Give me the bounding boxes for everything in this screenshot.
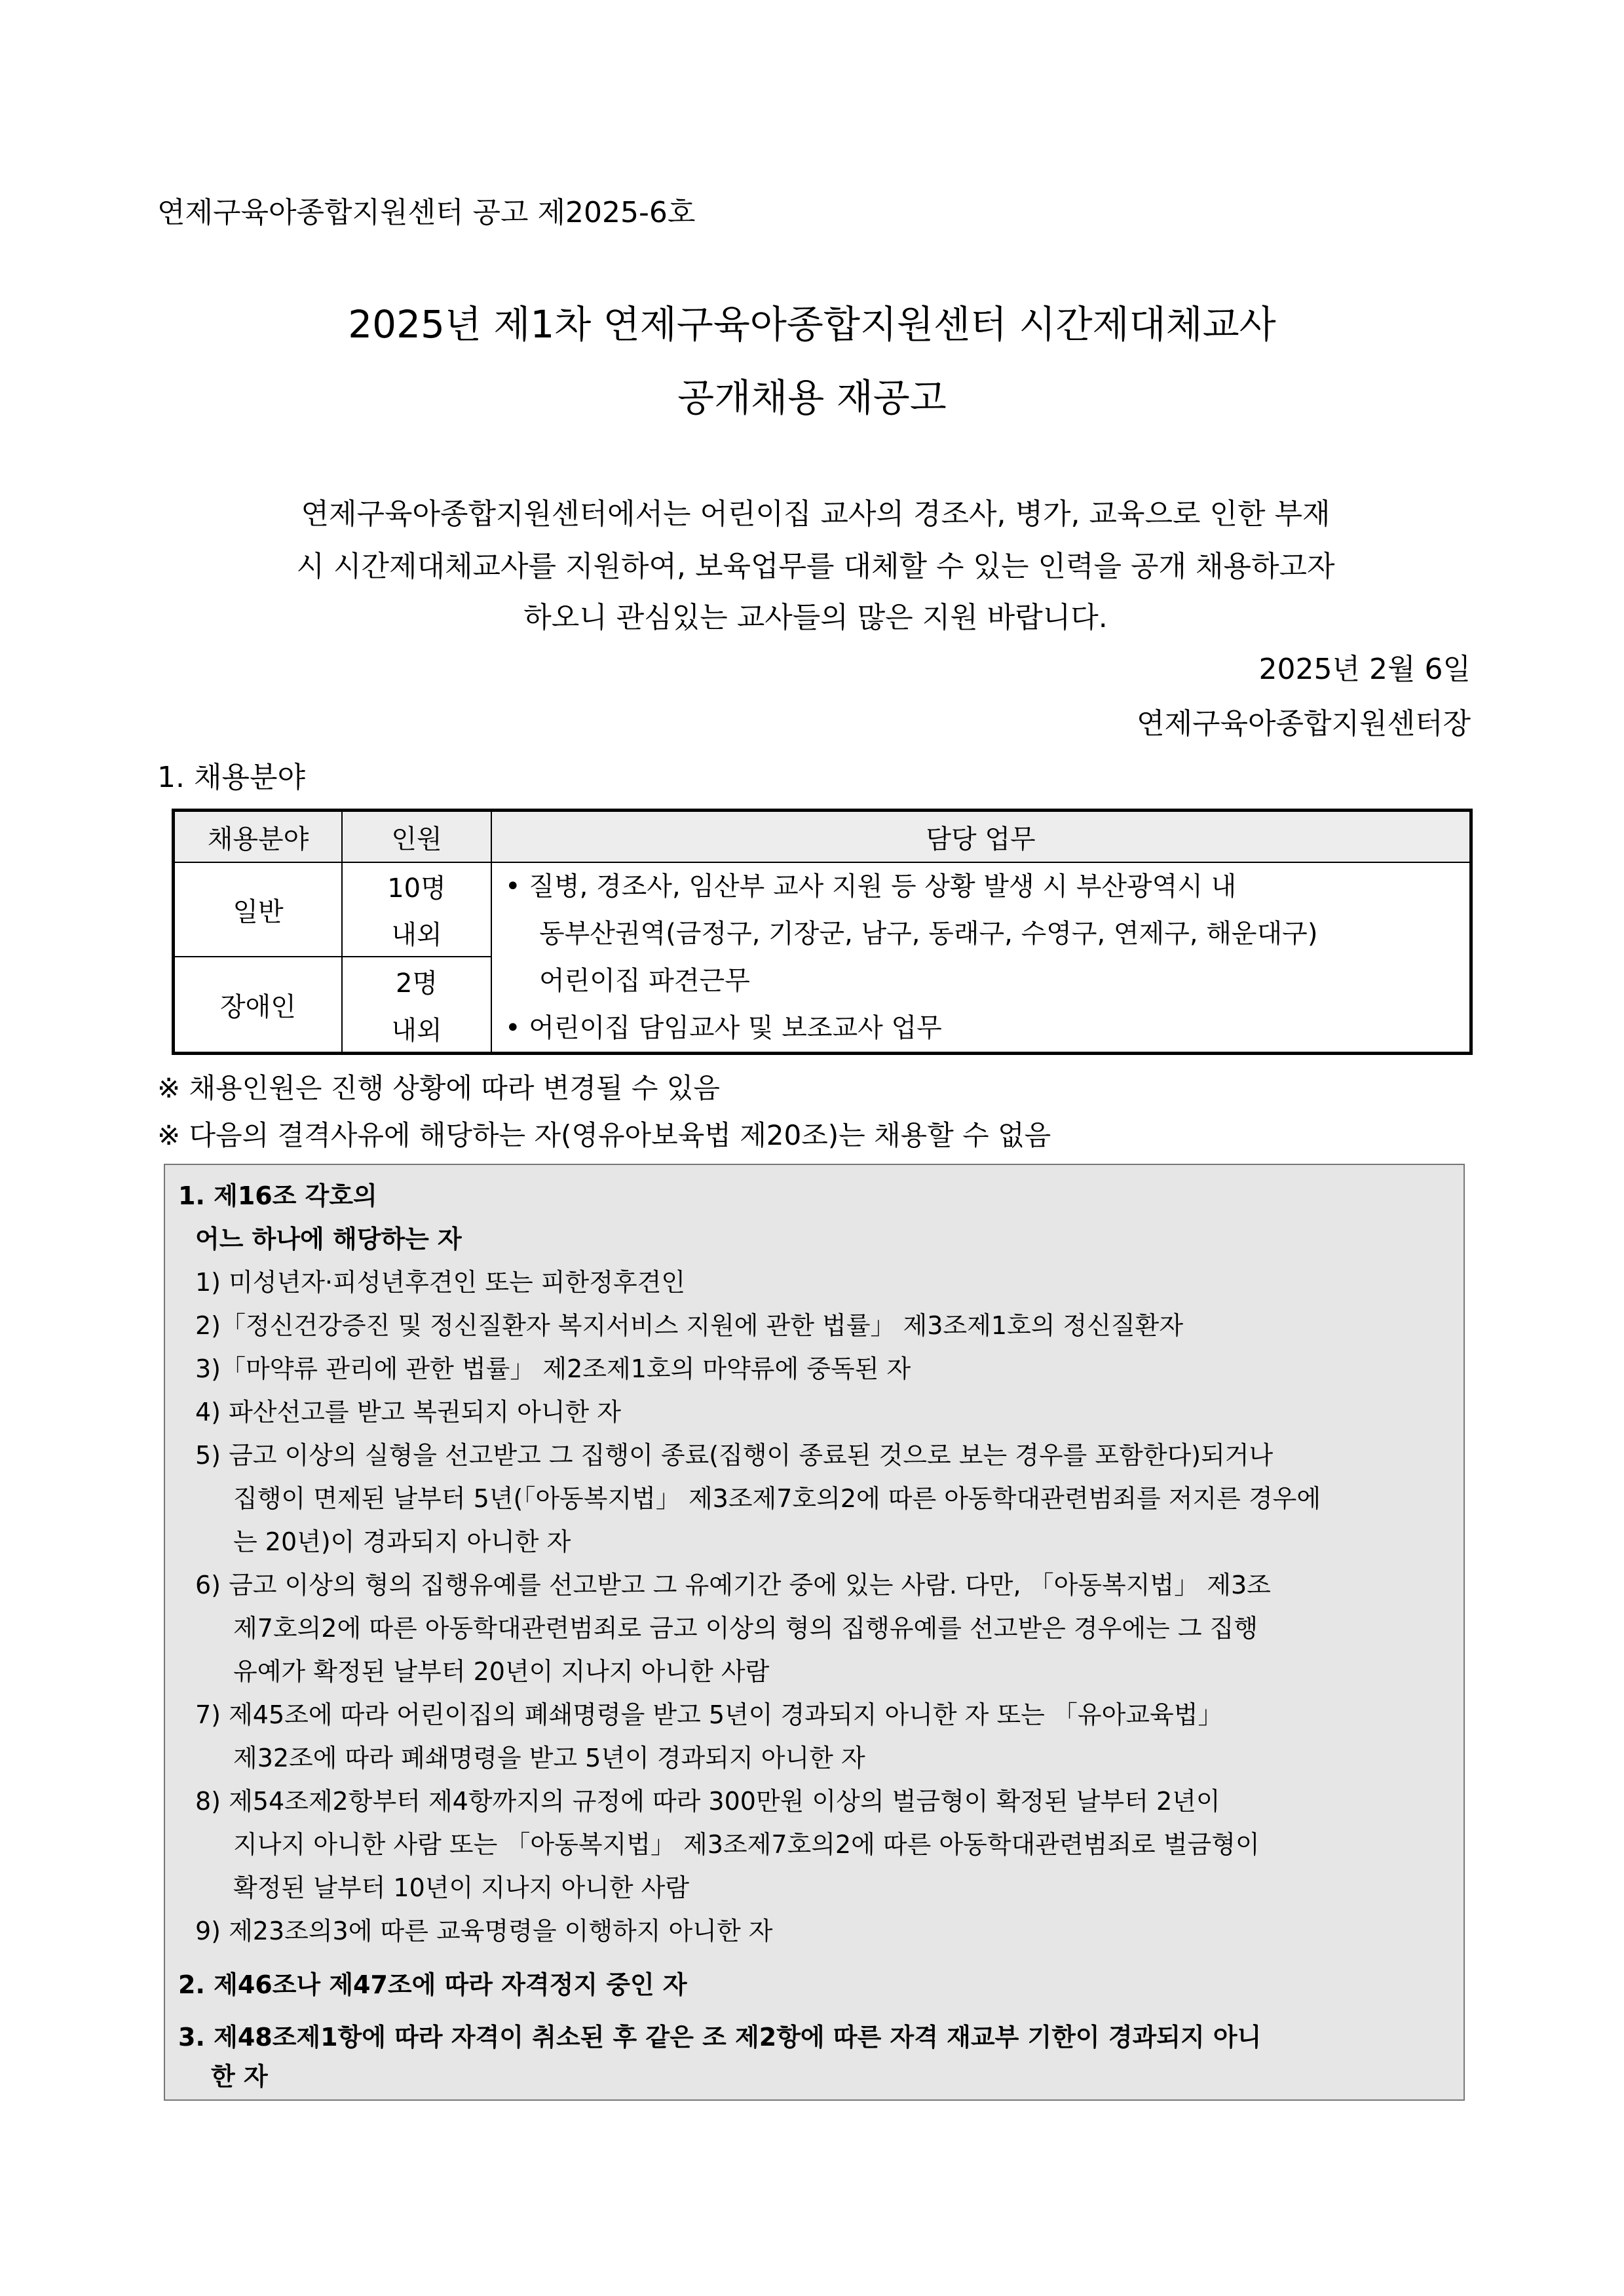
- count-disabled-suffix: 내외: [342, 1005, 491, 1054]
- disq-subitem: 8) 제54조제2항부터 제4항까지의 규정에 따라 300만원 이상의 벌금형이 확정된 날부터 2년이: [195, 1787, 1220, 1816]
- disq-subitem: 4) 파산선고를 받고 복권되지 아니한 자: [195, 1398, 622, 1426]
- disq-subitem-cont: 지나지 아니한 사람 또는 「아동복지법」 제3조제7호의2에 따른 아동학대관련범죄로 벌금형이: [233, 1830, 1260, 1859]
- announcement-number: 연제구육아종합지원센터 공고 제2025-6호: [157, 196, 696, 229]
- disq-subitem: 9) 제23조의3에 따른 교육명령을 이행하지 아니한 자: [195, 1917, 773, 1945]
- intro-line-2: 시 시간제대체교사를 지원하여, 보육업무를 대체할 수 있는 인력을 공개 채용하고자: [296, 550, 1335, 583]
- disq-item-2: 2. 제46조나 제47조에 따라 자격정지 중인 자: [178, 1970, 687, 1999]
- duty-line-4: • 어린이집 담임교사 및 보조교사 업무: [505, 1013, 942, 1043]
- signer: 연제구육아종합지원센터장: [1136, 707, 1471, 740]
- category-disabled: 장애인: [174, 957, 343, 1054]
- disq-item-3-line-1: 3. 제48조제1항에 따라 자격이 취소된 후 같은 조 제2항에 따른 자격 재교부 기한이 경과되지 아니: [178, 2023, 1262, 2052]
- table-header-category: 채용분야: [174, 811, 343, 863]
- page-title-line-1: 2025년 제1차 연제구육아종합지원센터 시간제대체교사: [348, 302, 1276, 347]
- duty-line-2: 동부산권역(금정구, 기장군, 남구, 동래구, 수영구, 연제구, 해운대구): [539, 919, 1318, 949]
- table-row: [174, 862, 1471, 909]
- page-title-line-2: 공개채용 재공고: [677, 375, 947, 420]
- disq-subitem: 6) 금고 이상의 형의 집행유예를 선고받고 그 유예기간 중에 있는 사람. 다만, 「아동복지법」 제3조: [195, 1571, 1271, 1599]
- disq-subitem-cont: 집행이 면제된 날부터 5년(「아동복지법」 제3조제7호의2에 따른 아동학대관련범죄를 저지른 경우에: [233, 1484, 1321, 1513]
- disq-item-1-sub: 어느 하나에 해당하는 자: [195, 1225, 462, 1253]
- disqualification-box: [164, 1164, 1465, 2101]
- duty-cell: [491, 862, 1471, 1054]
- disq-subitem: 3)「마약류 관리에 관한 법률」 제2조제1호의 마약류에 중독된 자: [195, 1354, 911, 1383]
- disq-subitem: 5) 금고 이상의 실형을 선고받고 그 집행이 종료(집행이 종료된 것으로 보는 경우를 포함한다)되거나: [195, 1441, 1274, 1470]
- disq-subitem: 7) 제45조에 따라 어린이집의 폐쇄명령을 받고 5년이 경과되지 아니한 자 또는 「유아교육법」: [195, 1700, 1223, 1729]
- intro-line-3: 하오니 관심있는 교사들의 많은 지원 바랍니다.: [523, 601, 1108, 634]
- duty-line-1: • 질병, 경조사, 임산부 교사 지원 등 상황 발생 시 부산광역시 내: [505, 871, 1237, 902]
- recruitment-table: [172, 809, 1473, 1055]
- section-heading-recruitment: 1. 채용분야: [157, 761, 305, 794]
- disq-subitem: 1) 미성년자·피성년후견인 또는 피한정후견인: [195, 1268, 686, 1297]
- announcement-date: 2025년 2월 6일: [1258, 653, 1471, 686]
- disq-subitem: 2)「정신건강증진 및 정신질환자 복지서비스 지원에 관한 법률」 제3조제1호의 정신질환자: [195, 1311, 1184, 1340]
- disq-subitem-cont: 확정된 날부터 10년이 지나지 아니한 사람: [233, 1873, 690, 1902]
- disq-item-3-line-2: 한 자: [211, 2062, 268, 2091]
- disq-subitem-cont: 유예가 확정된 날부터 20년이 지나지 아니한 사람: [233, 1657, 770, 1686]
- duty-line-3: 어린이집 파견근무: [539, 966, 750, 996]
- disq-item-1-title: 1. 제16조 각호의: [178, 1181, 377, 1210]
- category-general: 일반: [174, 862, 343, 957]
- intro-line-1: 연제구육아종합지원센터에서는 어린이집 교사의 경조사, 병가, 교육으로 인한 부재: [301, 497, 1331, 531]
- count-general: 10명: [342, 862, 491, 909]
- note-2: ※ 다음의 결격사유에 해당하는 자(영유아보육법 제20조)는 채용할 수 없음: [157, 1119, 1051, 1151]
- table-header-duty: 담당 업무: [491, 811, 1471, 863]
- count-disabled: 2명: [342, 957, 491, 1005]
- count-general-suffix: 내외: [342, 909, 491, 957]
- disq-subitem-cont: 제32조에 따라 폐쇄명령을 받고 5년이 경과되지 아니한 자: [233, 1744, 865, 1772]
- disq-subitem-cont: 제7호의2에 따른 아동학대관련범죄로 금고 이상의 형의 집행유예를 선고받은 경우에는 그 집행: [233, 1614, 1258, 1643]
- disq-subitem-cont: 는 20년)이 경과되지 아니한 자: [233, 1527, 571, 1556]
- table-header-row: [174, 811, 1471, 863]
- table-header-count: 인원: [342, 811, 491, 863]
- note-1: ※ 채용인원은 진행 상황에 따라 변경될 수 있음: [157, 1072, 720, 1104]
